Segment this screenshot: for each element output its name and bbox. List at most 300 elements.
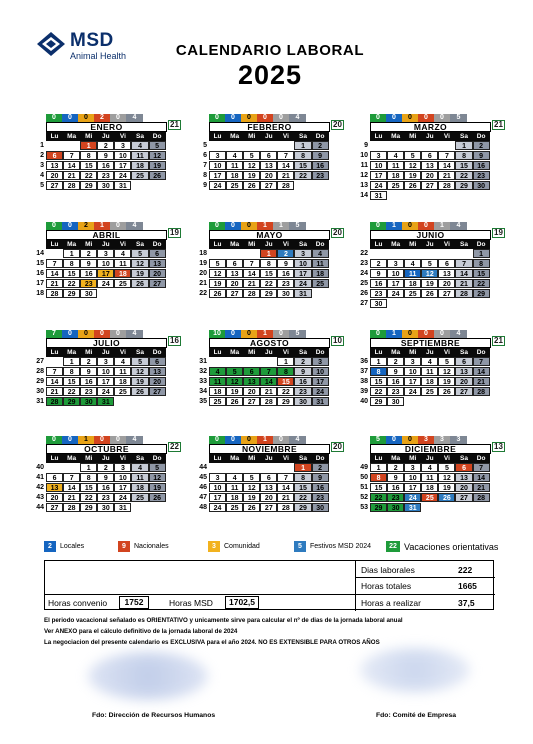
legend [44,541,504,557]
week-number: 14 [36,250,44,257]
day-cell: 8 [473,259,490,268]
month-mayo [198,222,358,299]
weekday-label: Lu [46,454,63,463]
count-cell: 1 [257,436,273,444]
month-diciembre [359,436,519,513]
day-cell: 24 [97,387,114,396]
weekday-header [209,132,329,141]
week-number: 18 [36,290,44,297]
weekday-label: Do [149,454,166,463]
day-cell: 27 [226,289,243,298]
week-number: 22 [199,290,207,297]
month-total: 19 [492,228,505,238]
day-empty [46,141,63,150]
week-number: 26 [360,290,368,297]
day-empty [438,299,455,308]
day-cell: 24 [387,289,404,298]
day-cell: 20 [226,279,243,288]
count-cell: 5 [370,436,386,444]
count-cell: 0 [370,222,386,230]
horas-msd-value: 1702,5 [225,596,259,609]
day-cell: 8 [80,151,97,160]
day-cell: 23 [387,387,404,396]
day-cell: 14 [260,377,277,386]
day-cell: 25 [226,181,243,190]
weekday-label: Vi [438,348,455,357]
day-cell: 24 [114,171,131,180]
day-empty [260,141,277,150]
legend-swatch: 22 [386,541,400,552]
day-cell: 12 [438,367,455,376]
day-cell: 3 [404,463,421,472]
count-cell: 5 [312,330,317,337]
day-cell: 21 [473,483,490,492]
day-cell: 1 [63,357,80,366]
weekday-label: Sa [294,132,311,141]
week-number: 42 [36,484,44,491]
month-total: 20 [331,442,344,452]
month-name: JULIO [46,338,167,348]
count-cell: 1 [434,222,450,230]
day-cell: 19 [149,161,166,170]
week-number: 16 [36,270,44,277]
week-number: 8 [203,172,207,179]
day-cell: 14 [46,377,63,386]
day-cell: 30 [277,289,294,298]
weekday-header [370,454,490,463]
day-empty [209,357,226,366]
weekday-header [209,240,329,249]
day-cell: 10 [404,473,421,482]
count-cell: 0 [78,330,94,338]
day-cell: 22 [473,279,490,288]
day-cell: 20 [260,171,277,180]
day-cell: 10 [114,151,131,160]
week-number: 52 [360,494,368,501]
day-cell: 12 [404,161,421,170]
day-cell: 19 [209,279,226,288]
day-cell: 11 [421,473,438,482]
day-cell: 20 [46,171,63,180]
day-cell: 24 [312,387,329,396]
legend-item-comunidad [208,541,260,552]
count-cell: 0 [209,114,225,122]
day-cell: 30 [294,397,311,406]
count-cell: 5 [450,114,467,122]
count-cell: 0 [110,436,126,444]
day-cell: 6 [421,151,438,160]
day-cell: 27 [260,503,277,512]
day-cell: 10 [209,161,226,170]
day-cell: 7 [63,473,80,482]
legend-label: Vacaciones orientativas [404,541,499,552]
day-empty [149,397,166,406]
weekday-label: Vi [438,240,455,249]
day-cell: 21 [438,171,455,180]
day-cell: 23 [277,279,294,288]
day-cell: 8 [455,151,472,160]
day-cell: 19 [243,171,260,180]
day-cell: 14 [277,483,294,492]
count-cell: 4 [473,436,478,443]
weekday-label: Ju [260,240,277,249]
count-cell: 0 [402,222,418,230]
day-cell: 27 [46,503,63,512]
day-empty [404,299,421,308]
day-cell: 27 [455,387,472,396]
day-cell: 3 [387,259,404,268]
day-cell: 20 [455,483,472,492]
signature-left-label: Fdo: Dirección de Recursos Humanos [92,712,216,719]
day-cell: 24 [209,503,226,512]
day-cell: 23 [387,493,404,502]
day-cell: 26 [438,493,455,502]
day-cell: 12 [226,377,243,386]
day-empty [455,503,472,512]
day-cell: 8 [63,259,80,268]
day-cell: 11 [131,151,148,160]
week-number: 5 [203,142,207,149]
day-empty [438,249,455,258]
day-cell: 4 [387,151,404,160]
weekday-label: Sa [131,132,148,141]
week-number: 53 [360,504,368,511]
day-cell: 15 [277,377,294,386]
week-number: 35 [199,398,207,405]
day-cell: 26 [209,289,226,298]
day-empty [209,249,226,258]
count-cell: 0 [402,436,418,444]
week-number: 5 [40,182,44,189]
count-cell: 0 [241,330,257,338]
week-number: 48 [199,504,207,511]
day-cell: 2 [80,357,97,366]
day-cell: 17 [404,483,421,492]
month-counts [209,114,323,122]
day-cell: 10 [294,259,311,268]
day-cell: 24 [404,387,421,396]
day-cell: 23 [312,493,329,502]
day-cell: 9 [80,367,97,376]
month-counts [209,222,323,230]
day-cell: 5 [421,259,438,268]
month-counts [46,222,160,230]
count-cell: 1 [386,222,402,230]
weekday-label: Ma [226,132,243,141]
month-julio [35,330,195,407]
week-number: 34 [199,388,207,395]
day-cell: 11 [209,377,226,386]
day-cell: 24 [97,279,114,288]
day-cell: 16 [80,377,97,386]
count-cell: 1 [78,436,94,444]
day-cell: 16 [97,483,114,492]
day-cell: 7 [277,151,294,160]
day-cell: 22 [294,171,311,180]
day-cell: 4 [114,249,131,258]
day-cell: 26 [243,503,260,512]
day-cell: 15 [473,269,490,278]
week-number: 29 [36,378,44,385]
day-cell: 19 [438,377,455,386]
weekday-label: Ma [63,454,80,463]
count-cell: 0 [46,114,62,122]
weekday-label: Do [473,348,490,357]
weekday-label: Do [312,348,329,357]
count-cell: 0 [209,436,225,444]
day-cell: 24 [114,493,131,502]
day-cell: 11 [404,269,421,278]
day-cell: 22 [370,493,387,502]
count-cell: 0 [273,330,289,338]
weekday-label: Vi [277,240,294,249]
day-empty [455,397,472,406]
month-name: DICIEMBRE [370,444,491,454]
day-cell: 31 [114,503,131,512]
day-cell: 6 [149,249,166,258]
month-octubre [35,436,195,513]
month-marzo [359,114,519,201]
day-cell: 27 [243,397,260,406]
legend-label: Nacionales [134,543,169,550]
day-cell: 28 [46,397,63,406]
day-cell: 17 [114,161,131,170]
count-cell: 0 [241,114,257,122]
day-cell: 2 [97,463,114,472]
day-cell: 14 [63,161,80,170]
day-cell: 23 [97,493,114,502]
day-cell: 6 [46,151,63,160]
count-cell: 0 [225,436,241,444]
day-cell: 19 [226,387,243,396]
day-empty [404,397,421,406]
day-cell: 7 [46,259,63,268]
day-cell: 19 [421,279,438,288]
day-cell: 11 [387,161,404,170]
day-cell: 30 [387,397,404,406]
count-cell: 0 [370,114,386,122]
week-number: 23 [360,260,368,267]
weekday-label: Vi [277,132,294,141]
day-cell: 8 [260,259,277,268]
count-cell: 4 [289,436,306,444]
weekday-label: Lu [209,240,226,249]
day-cell: 15 [370,377,387,386]
weekday-label: Sa [131,240,148,249]
day-cell: 4 [312,249,329,258]
day-cell: 2 [370,259,387,268]
day-cell: 14 [438,161,455,170]
weekday-label: Mi [404,240,421,249]
day-cell: 20 [260,493,277,502]
month-total: 16 [168,336,181,346]
day-cell: 13 [421,161,438,170]
day-cell: 23 [80,279,97,288]
week-number: 18 [199,250,207,257]
day-cell: 13 [46,483,63,492]
weekday-label: Vi [438,132,455,141]
day-cell: 3 [97,357,114,366]
day-cell: 29 [277,397,294,406]
weekday-label: Ma [387,240,404,249]
day-cell: 24 [404,493,421,502]
month-name: ENERO [46,122,167,132]
dias-laborales-value: 222 [458,565,473,575]
day-cell: 5 [149,463,166,472]
day-cell: 9 [387,473,404,482]
day-cell: 29 [63,289,80,298]
weekday-label: Mi [80,240,97,249]
day-cell: 17 [294,269,311,278]
week-number: 24 [360,270,368,277]
weekday-label: Do [473,240,490,249]
day-cell: 29 [260,289,277,298]
day-cell: 4 [209,367,226,376]
weekday-label: Do [312,454,329,463]
day-cell: 26 [243,181,260,190]
day-cell: 5 [131,249,148,258]
weekday-label: Vi [114,240,131,249]
day-cell: 15 [455,161,472,170]
weekday-label: Do [149,348,166,357]
count-cell: 4 [149,330,154,337]
week-number: 2 [40,152,44,159]
day-cell: 31 [97,397,114,406]
day-cell: 8 [294,151,311,160]
day-cell: 2 [294,357,311,366]
day-cell: 10 [387,269,404,278]
count-cell: 1 [386,330,402,338]
week-number: 39 [360,388,368,395]
day-cell: 23 [370,289,387,298]
weekday-label: Ma [226,348,243,357]
day-cell: 30 [80,289,97,298]
signature-right [360,648,470,692]
day-cell: 1 [370,463,387,472]
month-total: 22 [168,442,181,452]
count-cell: 4 [149,114,154,121]
weekday-label: Ma [387,348,404,357]
day-cell: 28 [63,181,80,190]
count-cell: 0 [257,114,273,122]
month-name: MAYO [209,230,330,240]
day-cell: 13 [149,259,166,268]
day-empty [438,191,455,200]
day-cell: 31 [294,289,311,298]
day-cell: 19 [243,493,260,502]
week-number: 7 [203,162,207,169]
day-empty [226,357,243,366]
day-cell: 11 [421,367,438,376]
week-number: 43 [36,494,44,501]
day-cell: 28 [277,503,294,512]
day-cell: 22 [260,279,277,288]
day-cell: 5 [209,259,226,268]
day-cell: 26 [131,387,148,396]
month-name: NOVIEMBRE [209,444,330,454]
count-cell: 4 [450,330,467,338]
month-counts [46,436,160,444]
brand-name: MSD [70,30,114,51]
day-empty [149,503,166,512]
week-number: 46 [199,484,207,491]
day-cell: 26 [149,171,166,180]
day-cell: 27 [46,181,63,190]
day-cell: 15 [80,161,97,170]
day-empty [370,249,387,258]
day-cell: 23 [312,171,329,180]
day-cell: 28 [243,289,260,298]
count-cell: 10 [209,330,225,338]
month-name: AGOSTO [209,338,330,348]
weekday-header [370,132,490,141]
week-number: 20 [199,270,207,277]
day-cell: 10 [312,367,329,376]
day-cell: 20 [149,377,166,386]
week-number: 10 [360,152,368,159]
day-cell: 26 [421,289,438,298]
day-cell: 27 [455,493,472,502]
day-cell: 18 [404,279,421,288]
day-cell: 10 [404,367,421,376]
day-cell: 5 [438,357,455,366]
month-counts [370,114,484,122]
day-cell: 8 [63,367,80,376]
week-number: 44 [199,464,207,471]
day-cell: 7 [46,367,63,376]
day-cell: 22 [370,387,387,396]
day-cell: 8 [370,473,387,482]
day-cell: 13 [243,377,260,386]
day-cell: 18 [114,377,131,386]
month-total: 21 [168,120,181,130]
day-empty [209,463,226,472]
weekday-label: Ju [421,454,438,463]
day-cell: 11 [226,161,243,170]
day-cell: 7 [473,463,490,472]
day-cell: 22 [80,493,97,502]
day-empty [421,299,438,308]
day-empty [473,191,490,200]
day-cell: 15 [294,483,311,492]
day-cell: 27 [149,279,166,288]
day-cell: 18 [421,483,438,492]
month-counts [209,436,323,444]
weekday-label: Lu [370,240,387,249]
msd-logo-icon [36,31,66,57]
day-cell: 25 [131,493,148,502]
count-cell: 4 [312,114,317,121]
day-cell: 29 [370,397,387,406]
day-cell: 11 [312,259,329,268]
day-cell: 19 [438,483,455,492]
day-cell: 6 [438,259,455,268]
day-cell: 26 [404,181,421,190]
day-empty [387,141,404,150]
day-cell: 5 [404,151,421,160]
day-cell: 12 [243,483,260,492]
day-cell: 9 [294,367,311,376]
day-cell: 30 [97,503,114,512]
weekday-label: Do [149,132,166,141]
weekday-label: Ma [63,348,80,357]
legend-item-locales [44,541,84,552]
day-cell: 16 [312,161,329,170]
day-cell: 4 [421,463,438,472]
count-cell: 0 [46,436,62,444]
weekday-label: Ma [387,132,404,141]
day-cell: 30 [370,299,387,308]
